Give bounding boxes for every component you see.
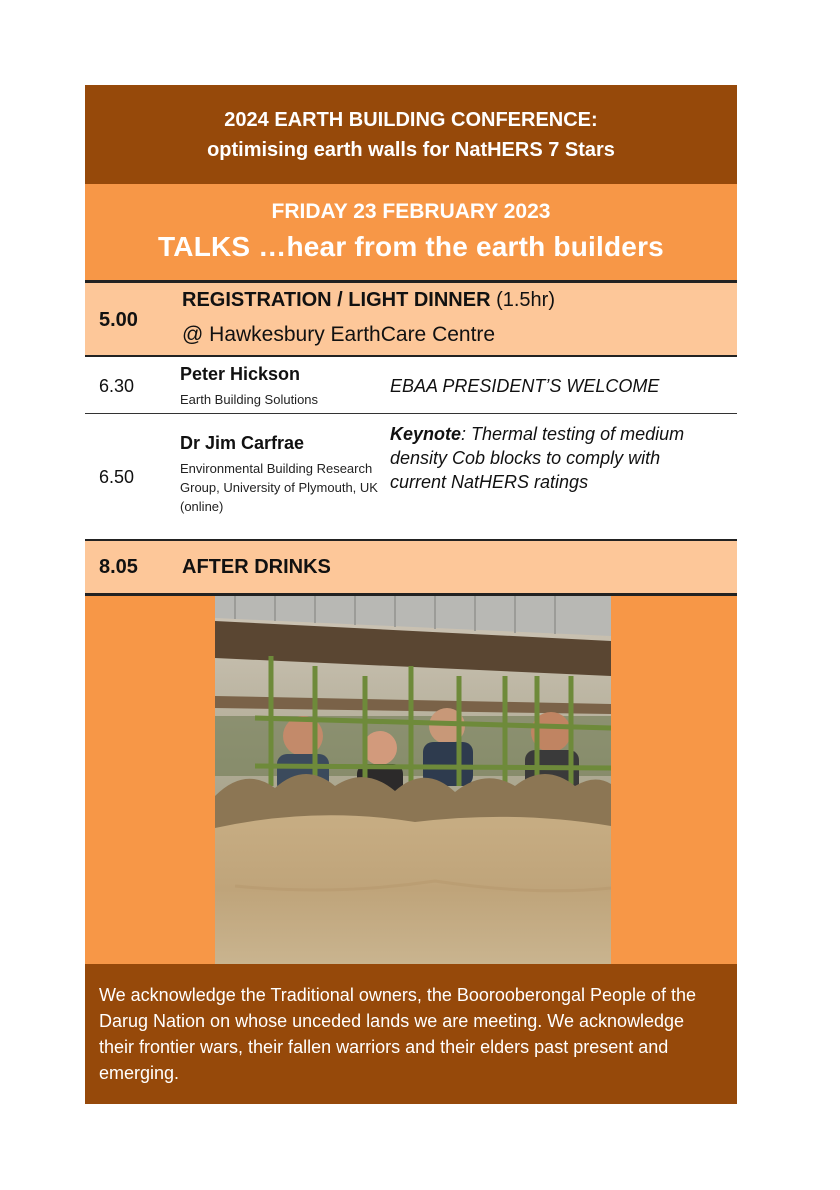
registration-title-line: [182, 289, 555, 312]
program-sheet: [85, 85, 737, 1104]
talk-topic: EBAA PRESIDENT’S WELCOME: [390, 376, 660, 396]
talk-affiliation: Earth Building Solutions: [180, 392, 319, 407]
keynote-label: Keynote: [390, 424, 462, 444]
conference-subtitle: optimising earth walls for NatHERS 7 Stars: [207, 138, 615, 161]
after-drinks-time: 8.05: [99, 556, 138, 578]
talk-time: 6.50: [99, 467, 135, 487]
photo-band: [85, 596, 737, 964]
registration-time: 5.00: [99, 309, 138, 331]
talk-affiliation: Environmental Building Research Group, University of Plymouth, UK (online): [180, 461, 378, 514]
conference-title-band: [85, 85, 737, 184]
talk-speaker: Peter Hickson: [180, 364, 301, 384]
earth-builders-photo: [215, 596, 611, 964]
registration-row: [85, 283, 737, 355]
talk-row: [85, 357, 737, 413]
talks-tagline: TALKS …hear from the earth builders: [158, 231, 664, 262]
day-band: [85, 184, 737, 280]
registration-title: REGISTRATION / LIGHT DINNER: [182, 289, 491, 311]
acknowledgement-band: [85, 964, 737, 1104]
registration-venue: @ Hawkesbury EarthCare Centre: [182, 323, 496, 346]
acknowledgement-of-country: We acknowledge the Traditional owners, the Boorooberongal People of the Darug Nation on whose unceded lands we are meeting. We acknowledge their frontier wars, their fallen warriors and their elders past present and emerging.: [99, 985, 697, 1083]
talk-speaker: Dr Jim Carfrae: [180, 433, 305, 453]
event-date: FRIDAY 23 FEBRUARY 2023: [271, 200, 551, 223]
talk-topic: [390, 422, 720, 494]
talk-row: [85, 414, 737, 539]
after-drinks-row: [85, 541, 737, 593]
talk-time: 6.30: [99, 376, 135, 396]
registration-duration: (1.5hr): [490, 289, 555, 311]
keynote-text: : Thermal testing of medium density Cob blocks to comply with current NatHERS ratings: [390, 424, 685, 492]
conference-title: 2024 EARTH BUILDING CONFERENCE:: [224, 108, 598, 131]
after-drinks-label: AFTER DRINKS: [182, 556, 331, 578]
